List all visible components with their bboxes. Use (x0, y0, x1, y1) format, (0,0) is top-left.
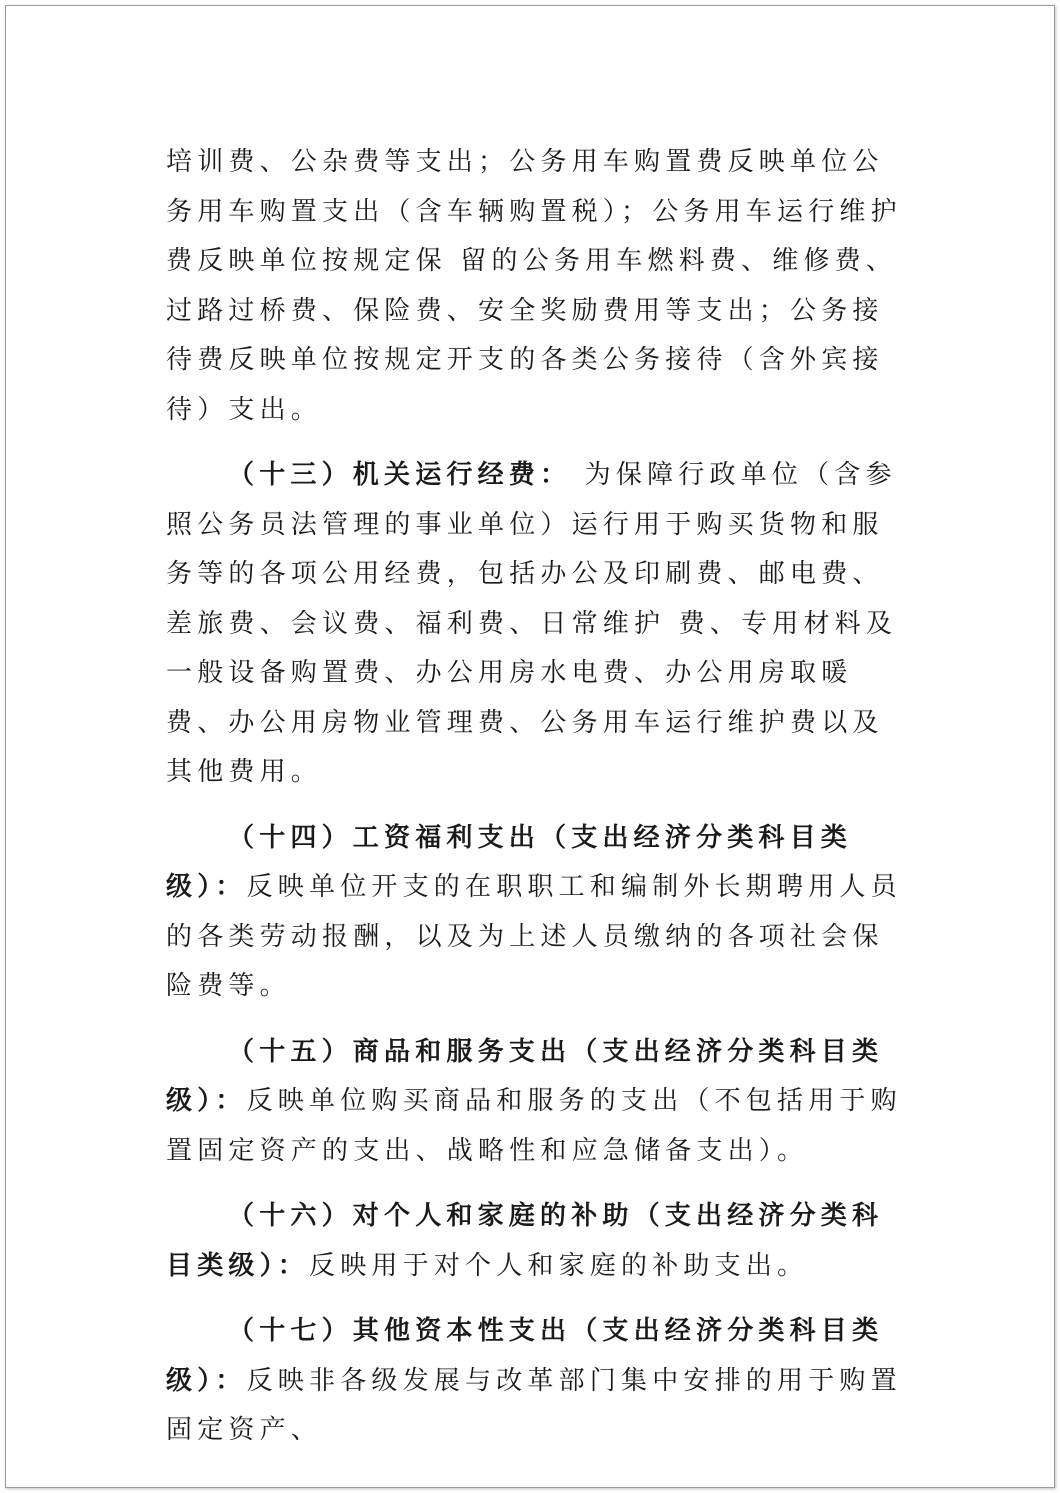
paragraph-heading: （十五）商品和服务支出（支出经济分类科目类级）： (166, 1036, 884, 1116)
paragraph-14 (166, 814, 906, 1012)
paragraph-text: 为保障行政单位（含参照公务员法管理的事业单位）运行用于购买货物和服务等的各项公用经费，包括办公及印刷费、邮电费、差旅费、会议费、福利费、日常维护 费、专用材料及一般设备购置费、办公用房水电费、办公用房取暖费、办公用房物业管理费、公务用车运行维护费以及其他费用。 (166, 460, 898, 787)
paragraph-text: 反映用于对个人和家庭的补助支出。 (309, 1250, 809, 1281)
paragraph-heading: （十六）对个人和家庭的补助（支出经济分类科目类级）： (166, 1201, 884, 1281)
paragraph-16 (166, 1192, 906, 1291)
document-body (166, 138, 906, 1456)
paragraph-13 (166, 451, 906, 798)
paragraph-heading: （十七）其他资本性支出（支出经济分类科目类级）： (166, 1316, 884, 1396)
paragraph-continuation (166, 138, 906, 435)
paragraph-15 (166, 1028, 906, 1177)
paragraph-17 (166, 1307, 906, 1456)
paragraph-text: 反映非各级发展与改革部门集中安排的用于购置固定资产、 (166, 1365, 902, 1445)
paragraph-heading: （十四）工资福利支出（支出经济分类科目类级）： (166, 822, 853, 902)
paragraph-text: 反映单位开支的在职职工和编制外长期聘用人员的各类劳动报酬，以及为上述人员缴纳的各项社会保险费等。 (166, 872, 902, 1001)
paragraph-text: 培训费、公杂费等支出；公务用车购置费反映单位公务用车购置支出（含车辆购置税）；公务用车运行维护费反映单位按规定保 留的公务用车燃料费、维修费、过路过桥费、保险费、安全奖励费用等支出；公务接待费反映单位按规定开支的各类公务接待（含外宾接待）支出。 (166, 147, 902, 425)
paragraph-text: 反映单位购买商品和服务的支出（不包括用于购置固定资产的支出、战略性和应急储备支出）。 (166, 1086, 902, 1166)
paragraph-heading: （十三）机关运行经费： (228, 460, 572, 490)
